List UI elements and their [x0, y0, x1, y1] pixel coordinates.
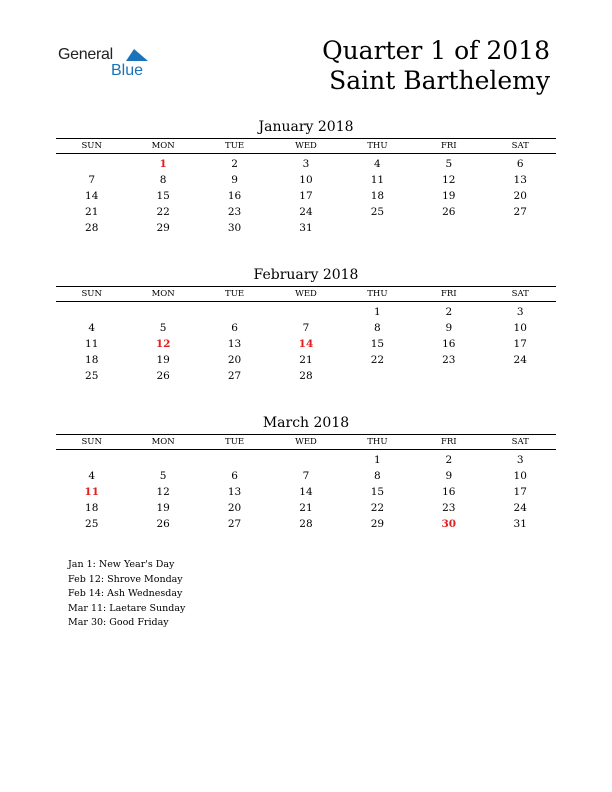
day-cell	[56, 304, 127, 320]
weekday-label: SUN	[81, 289, 102, 299]
weekday-label: FRI	[440, 289, 457, 299]
day-cell: 2	[445, 454, 453, 466]
day-cell: 8	[159, 174, 167, 186]
day-cell: 22	[370, 354, 385, 366]
day-cell	[56, 156, 127, 172]
day-cell: 29	[156, 222, 170, 234]
day-cell: 13	[513, 174, 527, 186]
day-cell: 10	[513, 470, 527, 482]
day-cell: 8	[374, 322, 381, 334]
month-february	[56, 266, 556, 384]
weekday-label: MON	[151, 289, 175, 299]
day-cell: 25	[85, 370, 99, 382]
day-cell: 14	[85, 190, 99, 202]
day-cell: 25	[370, 206, 385, 218]
day-cell: 12	[442, 174, 456, 186]
day-cell: 16	[442, 486, 456, 498]
day-cell: 15	[370, 486, 385, 498]
day-cell: 6	[231, 470, 238, 482]
day-cell	[56, 452, 127, 468]
weekday-label: THU	[367, 289, 388, 299]
holiday-item: Feb 12: Shrove Monday	[68, 573, 183, 585]
day-cell: 26	[156, 370, 170, 382]
holiday-item: Mar 30: Good Friday	[68, 617, 169, 628]
weekday-label: TUE	[225, 437, 245, 447]
logo-general-text: General	[58, 46, 113, 63]
day-cell: 16	[442, 338, 456, 350]
weekday-label: SAT	[511, 289, 529, 299]
day-cell	[270, 452, 341, 468]
week-row	[56, 368, 556, 384]
weekday-label: TUE	[225, 141, 245, 151]
day-cell: 20	[227, 354, 242, 366]
day-cell: 20	[227, 502, 242, 514]
day-cell: 7	[302, 322, 310, 334]
day-cell: 21	[299, 502, 313, 514]
day-cell: 22	[156, 206, 170, 218]
weekday-label: MON	[151, 437, 175, 447]
day-cell	[342, 368, 413, 384]
day-cell: 6	[231, 322, 238, 334]
day-cell: 19	[156, 502, 170, 514]
day-cell: 23	[227, 206, 242, 218]
day-cell	[342, 220, 413, 236]
day-cell: 2	[445, 306, 453, 318]
week-row	[56, 320, 556, 336]
weekday-label: SAT	[511, 437, 529, 447]
day-cell: 3	[516, 306, 524, 318]
holiday-day-cell: 11	[84, 486, 100, 498]
month-title: February 2018	[253, 267, 359, 283]
day-cell: 24	[513, 502, 527, 514]
month-march	[56, 414, 556, 532]
day-cell	[413, 368, 484, 384]
day-cell: 17	[513, 338, 527, 350]
day-cell: 21	[299, 354, 313, 366]
day-cell	[127, 452, 198, 468]
day-cell: 17	[299, 190, 313, 202]
day-cell: 16	[227, 190, 242, 202]
week-row	[56, 468, 556, 484]
day-cell: 8	[374, 470, 381, 482]
day-cell	[199, 452, 270, 468]
day-cell: 5	[445, 158, 453, 170]
day-cell: 29	[370, 518, 385, 530]
holiday-item: Jan 1: New Year's Day	[68, 559, 175, 570]
holiday-item: Mar 11: Laetare Sunday	[68, 602, 186, 614]
day-cell	[270, 304, 341, 320]
weekday-label: THU	[367, 437, 388, 447]
day-cell	[485, 220, 556, 236]
day-cell: 18	[85, 502, 99, 514]
week-row	[56, 500, 556, 516]
day-cell: 2	[231, 158, 238, 170]
week-row	[56, 172, 556, 188]
day-cell: 4	[374, 158, 381, 170]
day-cell: 19	[442, 190, 456, 202]
weekday-header-row	[56, 287, 556, 302]
day-cell: 14	[299, 486, 313, 498]
day-cell: 13	[227, 486, 242, 498]
day-cell: 4	[88, 322, 96, 334]
day-cell: 5	[159, 322, 167, 334]
day-cell: 1	[374, 454, 381, 466]
logo-flag-icon	[126, 47, 148, 61]
day-cell: 21	[85, 206, 99, 218]
weekday-label: FRI	[440, 141, 457, 151]
day-cell: 20	[513, 190, 527, 202]
day-cell: 28	[85, 222, 99, 234]
day-cell: 9	[445, 322, 453, 334]
day-cell: 24	[513, 354, 527, 366]
day-cell: 22	[370, 502, 385, 514]
month-title: January 2018	[258, 119, 354, 135]
day-cell: 10	[513, 322, 527, 334]
holiday-day-cell: 14	[298, 338, 314, 350]
week-row	[56, 352, 556, 368]
weekday-header-row	[56, 435, 556, 450]
holiday-day-cell: 30	[441, 518, 457, 530]
day-cell	[127, 304, 198, 320]
day-cell: 1	[374, 306, 381, 318]
day-cell: 23	[442, 502, 456, 514]
day-cell: 17	[513, 486, 527, 498]
title-quarter: Quarter 1 of 2018	[322, 36, 550, 65]
day-cell: 7	[88, 174, 96, 186]
day-cell	[199, 304, 270, 320]
week-row	[56, 452, 556, 468]
day-cell: 26	[442, 206, 456, 218]
week-row	[56, 304, 556, 320]
day-cell: 28	[299, 518, 313, 530]
day-cell: 18	[370, 190, 385, 202]
holiday-item: Feb 14: Ash Wednesday	[68, 588, 183, 599]
weekday-label: WED	[295, 141, 317, 151]
week-row	[56, 220, 556, 236]
day-cell: 30	[227, 222, 242, 234]
holiday-day-cell: 1	[159, 158, 167, 170]
day-cell: 18	[85, 354, 99, 366]
day-cell: 27	[227, 370, 242, 382]
day-cell: 5	[159, 470, 167, 482]
day-cell: 27	[227, 518, 242, 530]
title-region: Saint Barthelemy	[329, 66, 550, 95]
day-cell: 9	[231, 174, 238, 186]
day-cell: 23	[442, 354, 456, 366]
day-cell: 3	[302, 158, 310, 170]
holiday-day-cell: 12	[155, 338, 171, 350]
day-cell: 11	[85, 338, 99, 350]
week-row	[56, 336, 556, 352]
day-cell	[485, 368, 556, 384]
day-cell: 6	[516, 158, 524, 170]
day-cell: 11	[370, 174, 385, 186]
weekday-label: SAT	[511, 141, 529, 151]
weekday-label: WED	[295, 437, 317, 447]
weekday-label: SUN	[81, 437, 102, 447]
logo	[58, 44, 158, 84]
day-cell: 12	[156, 486, 170, 498]
weekday-label: FRI	[440, 437, 457, 447]
weekday-label: THU	[367, 141, 388, 151]
week-row	[56, 204, 556, 220]
day-cell: 25	[85, 518, 99, 530]
month-title: March 2018	[262, 415, 350, 431]
weekday-header-row	[56, 139, 556, 154]
week-row	[56, 188, 556, 204]
day-cell: 28	[299, 370, 313, 382]
day-cell: 3	[516, 454, 524, 466]
day-cell: 26	[156, 518, 170, 530]
weekday-label: SUN	[81, 141, 102, 151]
day-cell: 19	[156, 354, 170, 366]
page-title	[322, 36, 550, 96]
holiday-list	[68, 558, 185, 631]
day-cell: 31	[513, 518, 527, 530]
day-cell: 9	[445, 470, 453, 482]
day-cell: 24	[299, 206, 313, 218]
day-cell: 10	[299, 174, 313, 186]
weekday-label: MON	[151, 141, 175, 151]
day-cell: 15	[156, 190, 170, 202]
week-row	[56, 156, 556, 172]
day-cell	[413, 220, 484, 236]
day-cell: 4	[88, 470, 96, 482]
weekday-label: WED	[295, 289, 317, 299]
day-cell: 15	[370, 338, 385, 350]
week-row	[56, 516, 556, 532]
day-cell: 27	[513, 206, 527, 218]
day-cell: 31	[299, 222, 313, 234]
day-cell: 7	[302, 470, 310, 482]
logo-blue-text: Blue	[111, 62, 144, 79]
day-cell: 13	[227, 338, 242, 350]
weekday-label: TUE	[225, 289, 245, 299]
month-january	[56, 118, 556, 236]
week-row	[56, 484, 556, 500]
